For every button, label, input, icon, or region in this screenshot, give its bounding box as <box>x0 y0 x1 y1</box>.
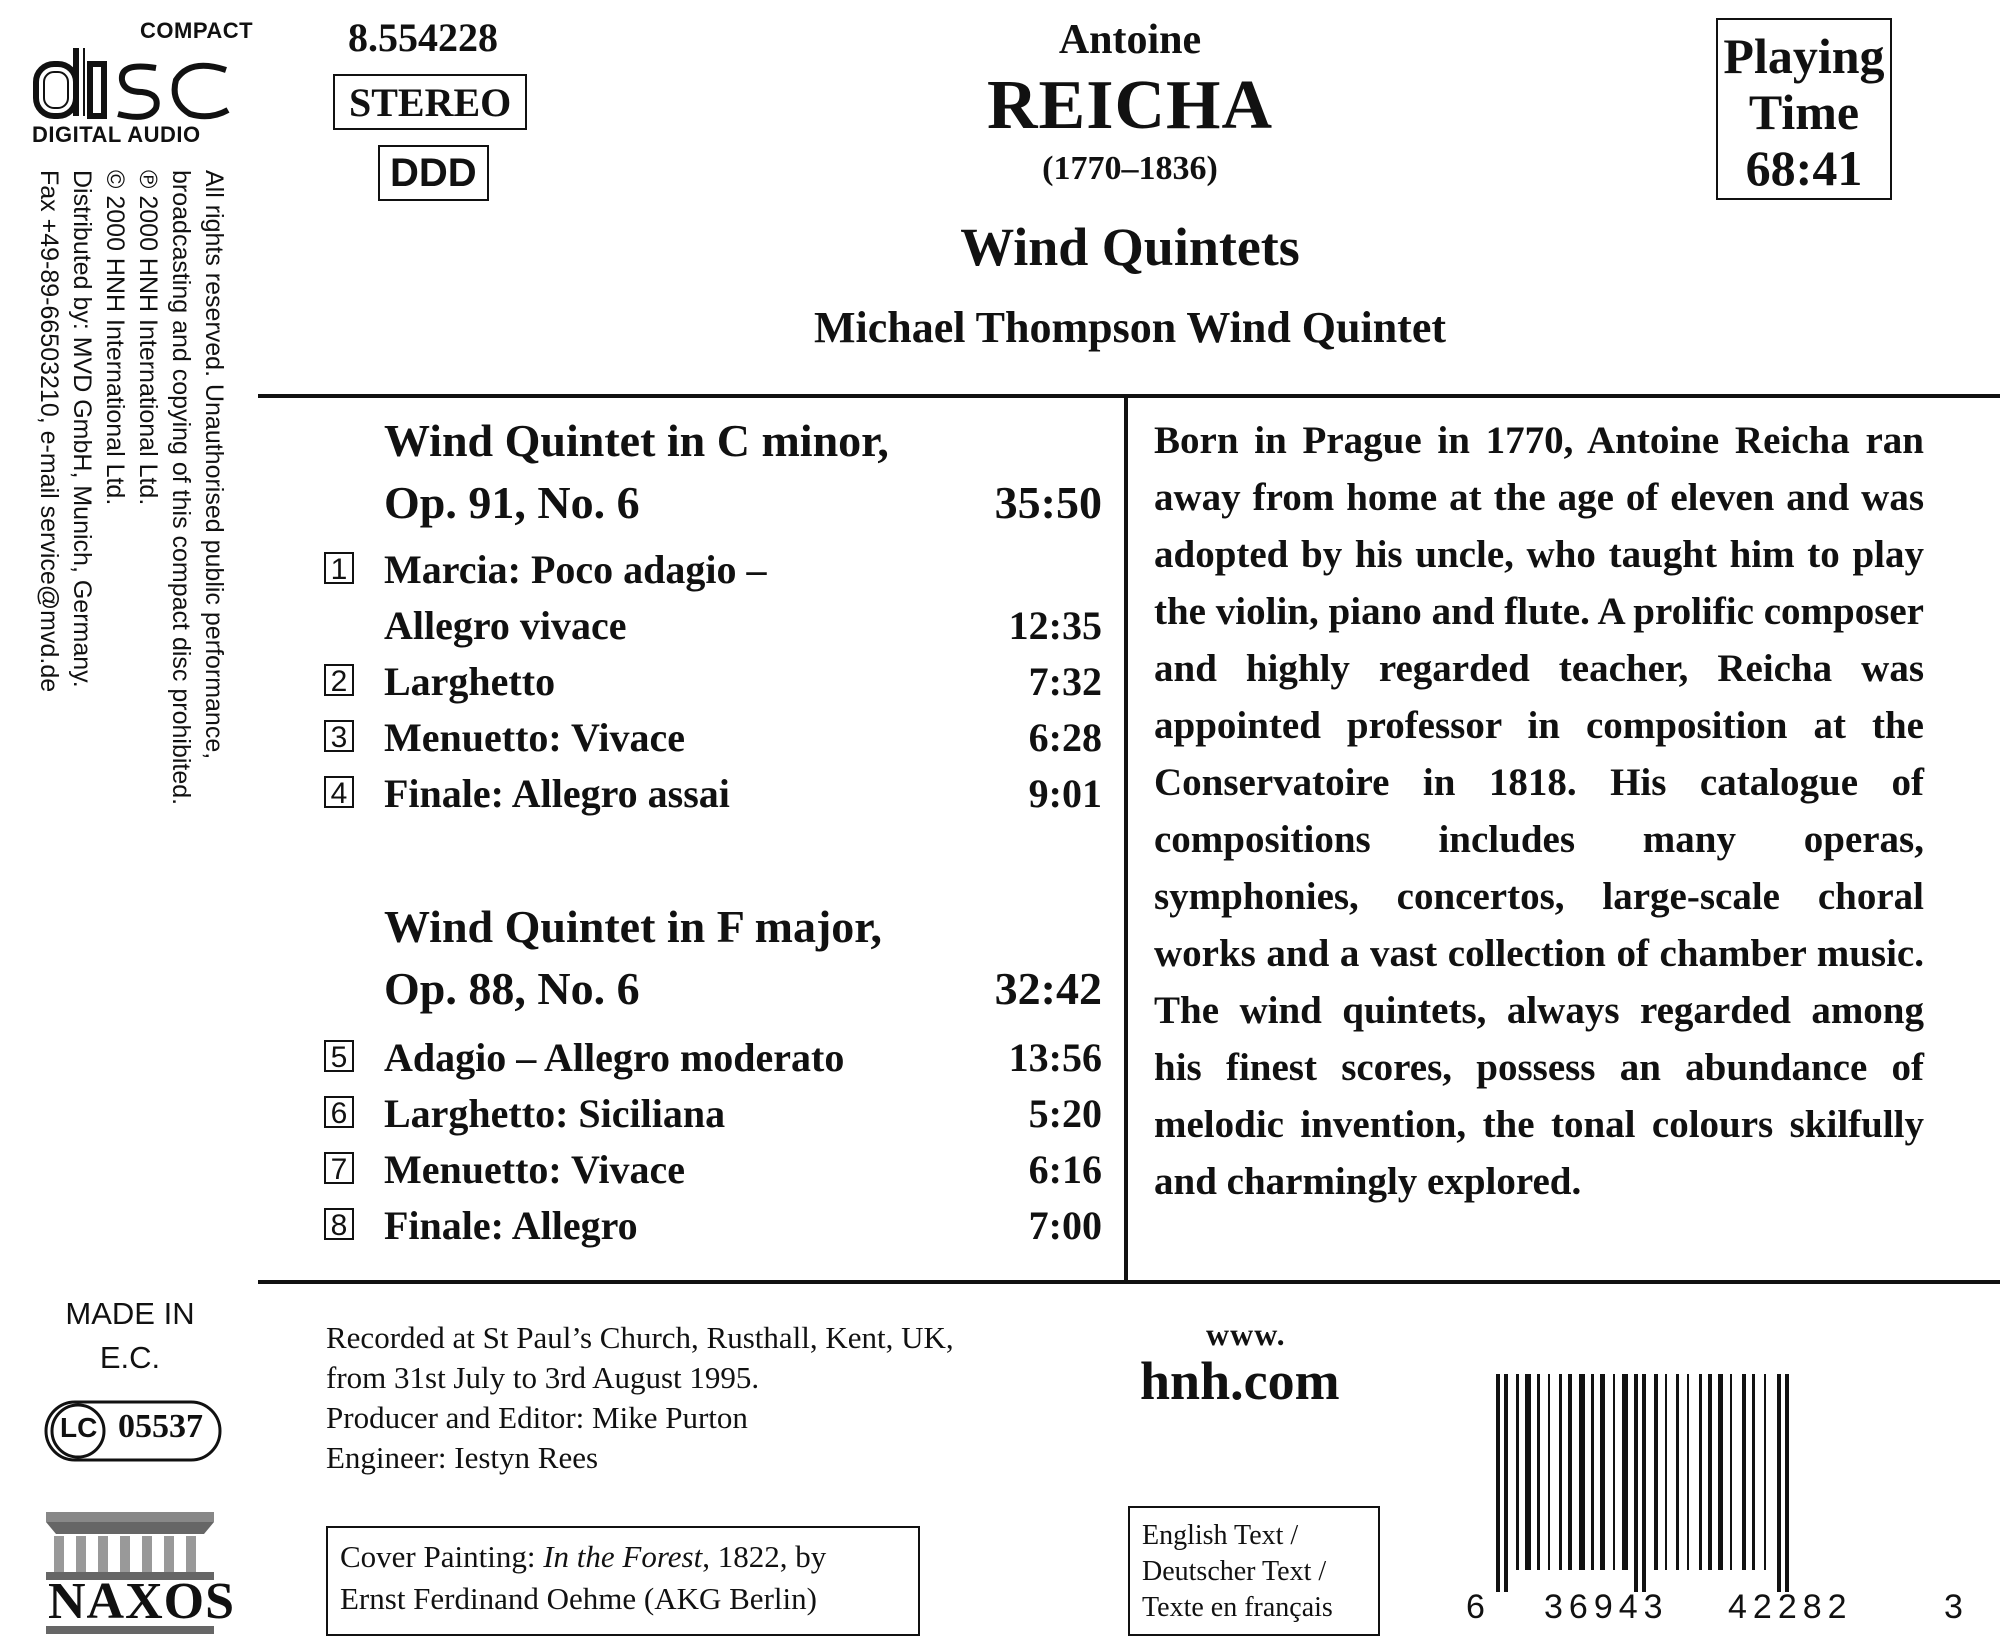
track-row <box>320 1146 1102 1194</box>
ddd-badge: DDD <box>378 145 489 201</box>
track-name: Menuetto: Vivace <box>384 715 686 760</box>
track-number: 5 <box>324 1040 354 1072</box>
track-row-continued <box>320 602 1102 650</box>
track-row <box>320 1034 1102 1082</box>
naxos-wordmark: NAXOS <box>48 1573 236 1630</box>
credit-line: Engineer: Iestyn Rees <box>326 1440 599 1475</box>
performer: Michael Thompson Wind Quintet <box>813 303 1447 352</box>
track-time: 5:20 <box>1028 1091 1102 1136</box>
work-title: Op. 88, No. 6 <box>384 963 640 1014</box>
track-row <box>320 1202 1102 1250</box>
lc-code: 05537 <box>118 1408 203 1445</box>
track-number: 8 <box>324 1208 354 1240</box>
rights-line: © 2000 HNH International Ltd. <box>101 170 129 506</box>
composer-years: (1770–1836) <box>1042 150 1218 187</box>
work-title: Op. 91, No. 6 <box>384 477 640 528</box>
cover-title: In the Forest <box>543 1539 703 1574</box>
naxos-logo <box>40 1508 236 1638</box>
credit-line: from 31st July to 3rd August 1995. <box>326 1360 760 1395</box>
track-name: Larghetto <box>384 659 556 704</box>
language-line: English Text / <box>1142 1520 1299 1551</box>
track-time: 6:28 <box>1028 715 1102 760</box>
language-line: Deutscher Text / <box>1142 1556 1327 1587</box>
cover-painting-credit <box>326 1526 920 1636</box>
work-duration: 35:50 <box>994 477 1102 528</box>
track-name: Allegro vivace <box>384 603 627 648</box>
recording-credits <box>326 1318 954 1478</box>
track-time: 13:56 <box>1008 1035 1102 1080</box>
track-number: 4 <box>324 776 354 808</box>
work-title: Wind Quintet in F major, <box>384 901 882 952</box>
cover-suffix: , 1822, by <box>702 1539 827 1574</box>
credit-line: Producer and Editor: Mike Purton <box>326 1400 748 1435</box>
barcode <box>1466 1374 1966 1628</box>
made-in-line: E.C. <box>99 1340 161 1375</box>
album-title: Wind Quintets <box>960 217 1300 277</box>
track-name: Marcia: Poco adagio – <box>384 547 767 592</box>
track-time: 9:01 <box>1028 771 1102 816</box>
website-domain: hnh.com <box>1140 1351 1340 1411</box>
track-number: 6 <box>324 1096 354 1128</box>
work-duration: 32:42 <box>994 963 1102 1014</box>
catalog-number: 8.554228 <box>348 15 498 60</box>
credit-line: Recorded at St Paul’s Church, Rusthall, Kent, UK, <box>326 1320 954 1355</box>
track-name: Finale: Allegro <box>384 1203 638 1248</box>
rights-line: ℗ 2000 HNH International Ltd. <box>134 170 162 506</box>
cover-prefix: Cover Painting: <box>340 1539 544 1574</box>
barcode-bars-icon <box>1466 1374 1966 1592</box>
track-row <box>320 658 1102 706</box>
lc-prefix: LC <box>60 1412 98 1443</box>
track-number: 1 <box>324 552 354 584</box>
track-time: 7:00 <box>1028 1203 1102 1248</box>
track-time: 12:35 <box>1008 603 1102 648</box>
composer-surname: REICHA <box>986 67 1274 144</box>
track-time: 6:16 <box>1028 1147 1102 1192</box>
composer-first-name: Antoine <box>1058 17 1202 63</box>
cover-artist: Ernst Ferdinand Oehme (AKG Berlin) <box>340 1581 817 1616</box>
rights-line: broadcasting and copying of this compact disc prohibited. <box>167 170 195 806</box>
barcode-digits-left: 36943 <box>1544 1588 1669 1626</box>
stereo-badge: STEREO <box>333 74 527 130</box>
rights-line: Fax +49-89-66503210, e-mail service@mvd.de <box>35 170 63 693</box>
cd-logo-digital-audio: DIGITAL AUDIO <box>32 122 201 147</box>
track-number: 2 <box>324 664 354 696</box>
tracklist <box>0 0 1102 1280</box>
playing-time-value: 68:41 <box>1745 140 1863 196</box>
track-row <box>320 770 1102 818</box>
track-row <box>320 546 1102 594</box>
barcode-digits-right: 42282 <box>1728 1588 1853 1626</box>
languages-box <box>1128 1506 1380 1636</box>
track-row <box>320 714 1102 762</box>
track-row <box>320 1090 1102 1138</box>
divider-vertical <box>1124 394 1128 1284</box>
playing-time-label: Playing <box>1723 28 1885 84</box>
track-name: Larghetto: Siciliana <box>384 1091 726 1136</box>
barcode-digit-check: 3 <box>1944 1588 1963 1626</box>
track-time: 7:32 <box>1028 659 1102 704</box>
language-line: Texte en français <box>1142 1592 1333 1623</box>
label-code-logo <box>44 1398 224 1464</box>
website-prefix: www. <box>1206 1316 1286 1352</box>
playing-time-label: Time <box>1748 84 1860 140</box>
rights-line: All rights reserved. Unauthorised public performance, <box>200 170 228 760</box>
divider-bottom <box>258 1280 2000 1284</box>
track-name: Finale: Allegro assai <box>384 771 730 816</box>
made-in <box>40 1292 220 1380</box>
track-name: Menuetto: Vivace <box>384 1147 686 1192</box>
cd-logo-compact: COMPACT <box>140 18 254 43</box>
made-in-line: MADE IN <box>65 1296 195 1331</box>
work-title: Wind Quintet in C minor, <box>384 415 889 466</box>
composer-biography: Born in Prague in 1770, Antoine Reicha ran away from home at the age of eleven and was adopted by his uncle, who taught him to play the violin, piano and flute. A prolific composer and highly regarded teacher, Reicha was appointed professor in composition at the Conservatoire in 1818. His catalogue of compositions includes many operas, symphonies, concertos, large-scale choral works and a vast collection of chamber music. The wind quintets, always regarded among his finest scores, possess an abundance of melodic invention, the tonal colours skilfully and charmingly explored. <box>1154 419 1924 1203</box>
track-number: 3 <box>324 720 354 752</box>
track-name: Adagio – Allegro moderato <box>384 1035 845 1080</box>
playing-time-box <box>1716 18 1892 200</box>
rights-line: Distributed by: MVD GmbH, Munich, Germany. <box>68 170 96 688</box>
track-number: 7 <box>324 1152 354 1184</box>
barcode-digit-lead: 6 <box>1466 1588 1485 1626</box>
